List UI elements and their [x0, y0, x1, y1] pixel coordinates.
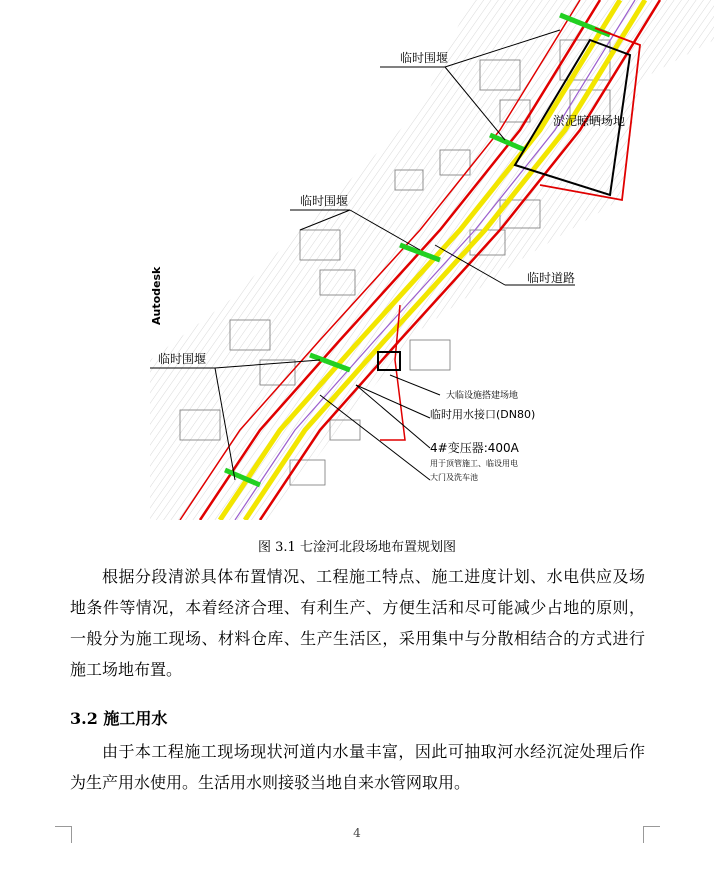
label-water-inlet: 临时用水接口(DN80): [430, 408, 536, 421]
label-transformer: 4#变压器:400A: [430, 441, 519, 455]
page-number: 4: [353, 826, 361, 840]
label-cofferdam-3: 临时围堰: [158, 352, 207, 366]
watermark-autodesk: Autodesk: [150, 266, 163, 325]
paragraph-site-layout: 根据分段清淤具体布置情况、工程施工特点、施工进度计划、水电供应及场地条件等情况，本着经济合理、有利生产、方便生活和尽可能减少占地的原则，一般分为施工现场、材料仓库、生产生活区，采用集中与分散相结合的方式进行施工场地布置。: [70, 567, 645, 679]
figure-caption: 图 3.1 七淦河北段场地布置规划图: [258, 540, 456, 555]
label-temp-road: 临时道路: [527, 271, 576, 285]
label-cofferdam-1: 临时围堰: [400, 51, 449, 65]
label-sludge-site: 淤泥晾晒场地: [553, 114, 626, 128]
label-transformer-note: 用于顶管施工、临设用电: [430, 459, 518, 468]
label-car-wash: 大门及洗车池: [430, 473, 478, 482]
label-pile-site: 大临设施搭建场地: [446, 391, 519, 401]
label-cofferdam-2: 临时围堰: [300, 194, 349, 208]
section-heading: 3.2 施工用水: [70, 709, 168, 728]
paragraph-water-use: 由于本工程施工现场现状河道内水量丰富，因此可抽取河水经沉淀处理后作为生产用水使用。生活用水则接驳当地自来水管网取用。: [70, 742, 645, 792]
